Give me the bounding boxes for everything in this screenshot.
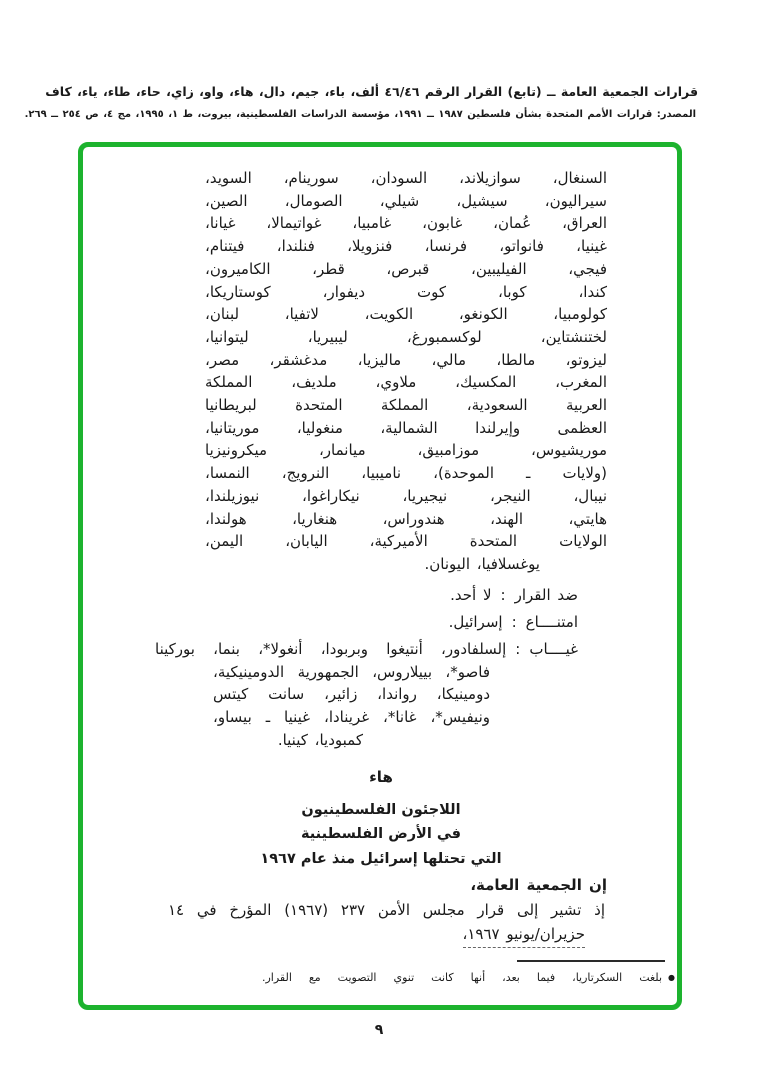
page-number: ٩ (374, 1022, 384, 1038)
country-list-line: يوغسلافيا، اليونان. (424, 554, 540, 573)
country-list-line: سيراليون، سيشيل، شيلي، الصومال، الصين، (205, 191, 607, 210)
preamble-opening: إن الجمعية العامة، (470, 876, 607, 894)
country-list-line: العراق، عُمان، غابون، غامبيا، غواتيمالا، غيانا، (205, 214, 607, 233)
vote-absent-label: غيــــاب (529, 640, 578, 658)
country-list-line: ليزوتو، مالطا، مالي، ماليزيا، مدغشقر، مصر، (205, 350, 607, 369)
country-list-line: (ولايات ـ الموحدة)، ناميبيا، النرويج، النمسا، (205, 464, 607, 483)
section-title-line: التي تحتلها إسرائيل منذ عام ١٩٦٧ (260, 850, 502, 867)
country-list-line: كولومبيا، الكونغو، الكويت، لاتفيا، لبنان، (205, 305, 607, 324)
country-list-line: غينيا، فانواتو، فرنسا، فنزويلا، فنلندا، فيتنام، (205, 237, 607, 256)
section-title-line: في الأرض الفلسطينية (300, 826, 462, 843)
vote-abstain-value: إسرائيل. (448, 613, 503, 631)
underlined-date: حزيران/يونيو ١٩٦٧، (463, 925, 585, 948)
colon-separator: : (515, 640, 521, 658)
country-list-line: لختنشتاين، لوكسمبورغ، ليبيريا، ليتوانيا، (205, 327, 607, 346)
country-list-line: المغرب، المكسيك، ملاوي، ملديف، المملكة (205, 373, 607, 392)
vote-absent-line: فاصو*، بييلاروس، الجمهورية الدومينيكية، (213, 662, 490, 681)
preamble-recall-continuation (463, 925, 585, 943)
footnote (262, 970, 675, 986)
vote-absent-last-line: كمبوديا، كينيا. (277, 730, 363, 749)
country-list-line: هايتي، الهند، هندوراس، هنغاريا، هولندا، (205, 509, 607, 528)
vote-against-value: لا أحد. (450, 586, 492, 604)
country-list-line: السنغال، سوازيلاند، السودان، سورينام، السويد، (205, 169, 607, 187)
vote-abstain-label: امتنــــاع (525, 613, 578, 631)
vote-absent-line: ونيفيس*، غانا*، غرينادا، غينيا ـ بيساو، (213, 708, 490, 727)
country-list-line: الولايات المتحدة الأميركية، اليابان، اليمن، (205, 532, 607, 551)
country-list-line: كندا، كوبا، كوت ديفوار، كوستاريكا، (205, 282, 607, 301)
footnote-text: بلغت السكرتاريا، فيما بعد، أنها كانت تنوي التصويت مع القرار. (262, 971, 663, 984)
country-list-line: فيجي، الفيليبين، قبرص، قطر، الكاميرون، (205, 259, 607, 278)
country-list-line: موريشيوس، موزامبيق، ميانمار، ميكرونيزيا (205, 441, 607, 460)
colon-separator: : (500, 586, 506, 604)
footnote-separator-rule (517, 960, 665, 962)
resolution-frame (78, 142, 682, 1010)
vote-absent-value: إلسلفادور، أنتيغوا وبربودا، أنغولا*، بنما، بوركينا (155, 640, 507, 658)
vote-absent-first-line (155, 638, 578, 661)
vote-against-line (450, 584, 578, 607)
vote-abstain-line (449, 611, 578, 634)
vote-absent-block (155, 638, 578, 752)
country-list-line: العربية السعودية، المملكة المتحدة لبريطانيا (205, 396, 607, 415)
country-list-line: العظمى وإيرلندا الشمالية، منغوليا، موريتانيا، (205, 418, 607, 437)
vote-absent-line: دومينيكا، رواندا، زائير، سانت كيتس (213, 685, 490, 704)
preamble-recall-line: إذ تشير إلى قرار مجلس الأمن ٢٣٧ (١٩٦٧) المؤرخ في ١٤ (168, 901, 605, 919)
vote-against-label: ضد القرار (514, 586, 578, 604)
section-title (155, 798, 607, 871)
section-letter: هاء (369, 768, 393, 786)
country-list-line: نيبال، النيجر، نيجيريا، نيكاراغوا، نيوزيلندا، (205, 486, 607, 505)
footnote-bullet-icon: ● (668, 973, 675, 982)
page-header-source: المصدر: قرارات الأمم المتحدة بشأن فلسطين ١٩٨٧ ــ ١٩٩١، مؤسسة الدراسات الفلسطينية، بيروت، ط ١، ١٩٩٥، مج ٤، ص ٢٥٤ ــ ٢٦٩. (24, 109, 696, 120)
page-header-title: قرارات الجمعية العامة ــ (تابع) القرار الرقم ٤٦/٤٦ ألف، باء، جيم، دال، هاء، واو، زاي، حاء، طاء، ياء، كاف (45, 84, 698, 99)
section-title-line: اللاجئون الفلسطينيون (301, 802, 461, 818)
colon-separator: : (511, 613, 517, 631)
vote-with-country-list (205, 167, 607, 576)
